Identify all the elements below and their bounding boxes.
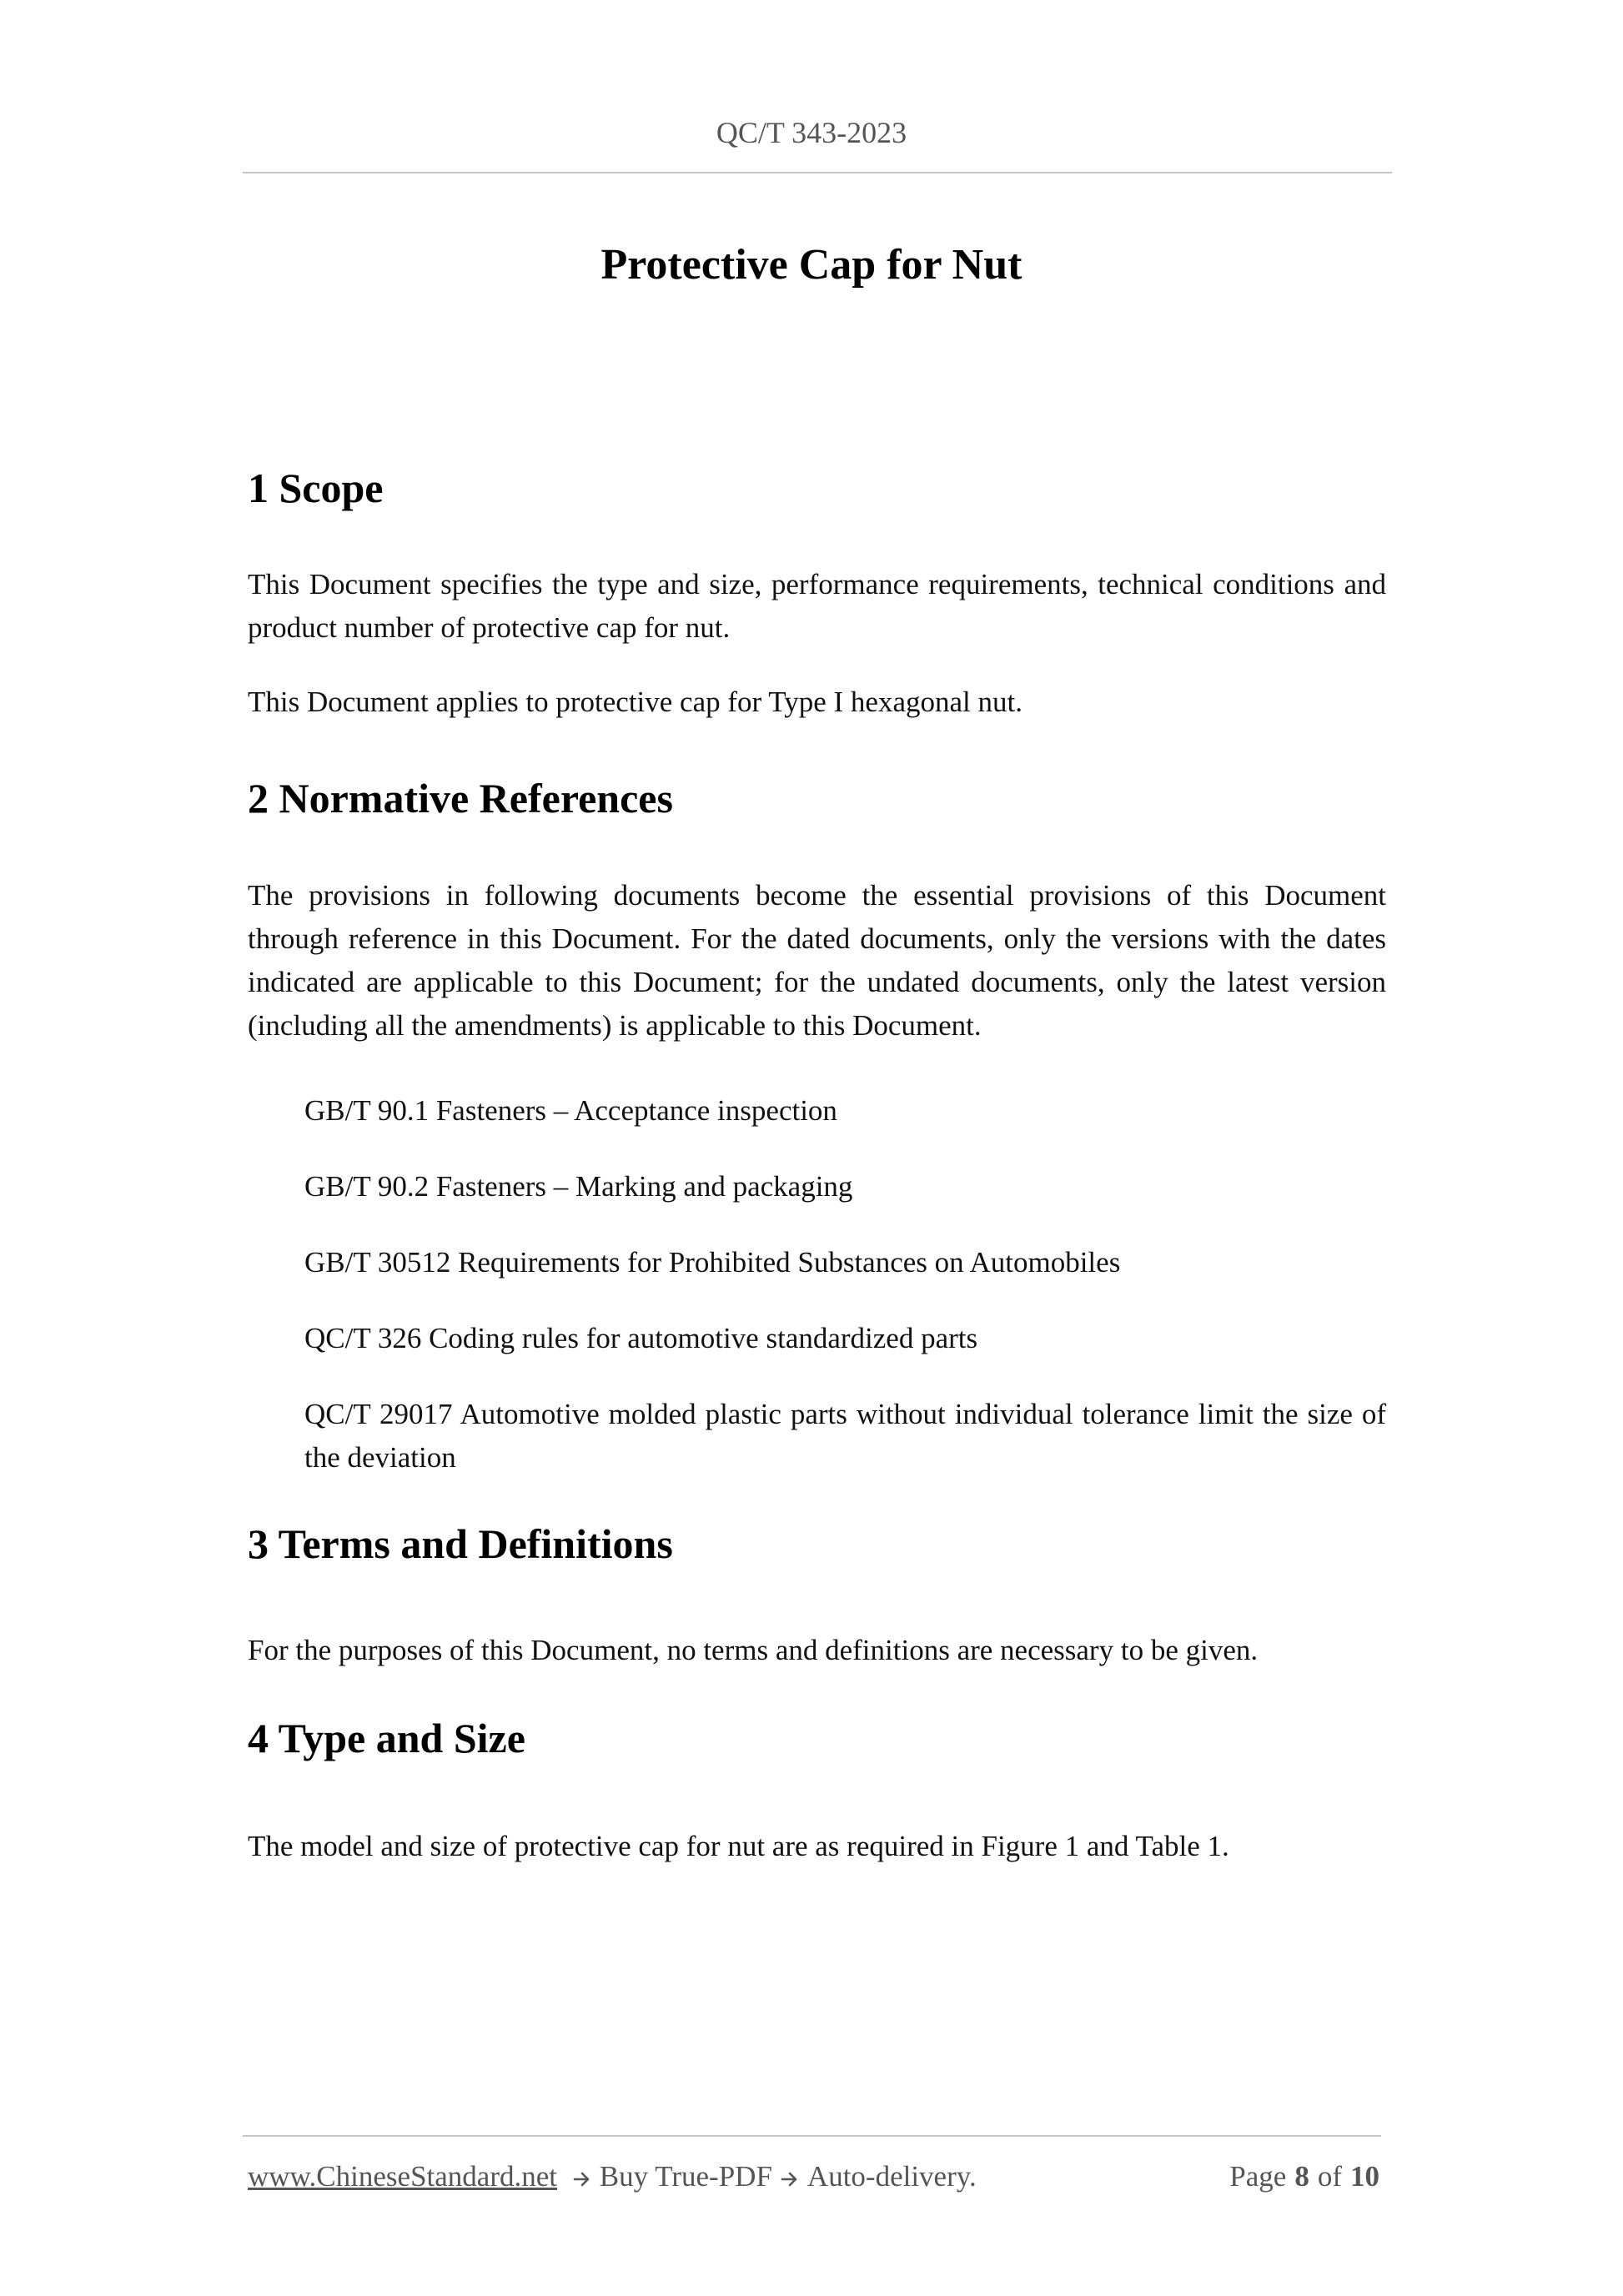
page-total: 10 <box>1350 2160 1379 2193</box>
reference-item: QC/T 29017 Automotive molded plastic parts without individual tolerance limit the size of the deviation <box>304 1398 1386 1474</box>
section-heading-terms-definitions: 3 Terms and Definitions <box>248 1520 673 1567</box>
reference-item: GB/T 90.1 Fasteners – Acceptance inspection <box>304 1094 837 1127</box>
normative-references-paragraph: The provisions in following documents become the essential provisions of this Document through reference in this Document. For the dated documents, only the versions with the dates indicated are applicable to this Document; for the undated documents, only the latest version (including all the amendments) is applicable to this Document. <box>248 879 1386 1042</box>
scope-paragraph-1: This Document specifies the type and size, performance requirements, technical conditions and product number of protective cap for nut. <box>248 568 1386 644</box>
page-of-label: of <box>1317 2160 1342 2193</box>
page-indicator <box>1229 2160 1379 2193</box>
section-heading-scope: 1 Scope <box>248 465 384 511</box>
header-divider <box>243 172 1392 173</box>
document-title: Protective Cap for Nut <box>600 241 1023 289</box>
page-label: Page <box>1229 2160 1287 2193</box>
buy-pdf-text: Buy True-PDF <box>599 2160 772 2193</box>
terms-definitions-paragraph: For the purposes of this Document, no terms and definitions are necessary to be given. <box>248 1634 1259 1666</box>
reference-item: GB/T 90.2 Fasteners – Marking and packaging <box>304 1170 853 1203</box>
type-size-paragraph: The model and size of protective cap for nut are as required in Figure 1 and Table 1. <box>248 1830 1229 1862</box>
reference-item: QC/T 326 Coding rules for automotive standardized parts <box>304 1322 978 1354</box>
section-heading-normative-references: 2 Normative References <box>248 775 673 821</box>
section-heading-type-size: 4 Type and Size <box>248 1715 525 1761</box>
arrow-right-icon <box>573 2170 591 2188</box>
reference-item: GB/T 30512 Requirements for Prohibited Substances on Automobiles <box>304 1246 1121 1279</box>
scope-paragraph-2: This Document applies to protective cap for Type I hexagonal nut. <box>248 686 1023 718</box>
arrow-right-icon <box>781 2170 799 2188</box>
footer-divider <box>243 2135 1381 2137</box>
website-link[interactable]: www.ChineseStandard.net <box>248 2160 557 2193</box>
auto-delivery-text: Auto-delivery. <box>806 2160 977 2193</box>
running-header: QC/T 343-2023 <box>716 116 907 149</box>
page-current: 8 <box>1294 2160 1309 2193</box>
footer-promo <box>248 2160 977 2193</box>
